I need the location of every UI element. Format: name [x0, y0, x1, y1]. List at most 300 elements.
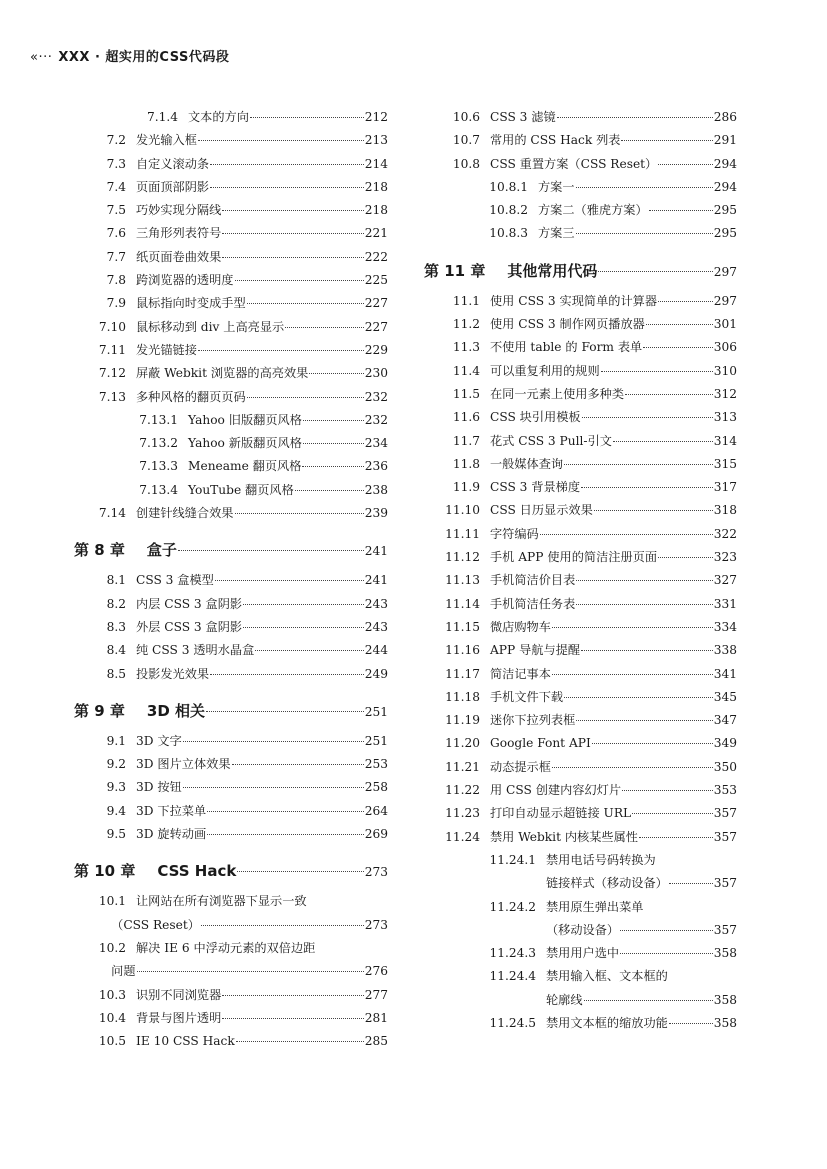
dot-leader: [594, 510, 713, 511]
toc-entry-title: （CSS Reset）: [111, 917, 200, 932]
toc-entry-title: 纸页面卷曲效果: [136, 249, 222, 264]
toc-entry-title: 轮廓线: [546, 992, 583, 1007]
toc-entry-page: 322: [713, 526, 737, 541]
toc-entry-number: 11.24.5: [489, 1015, 536, 1030]
toc-entry-number: 11.7: [452, 433, 480, 448]
toc-entry-number: 11.5: [452, 386, 480, 401]
toc-entry-page: 353: [713, 783, 737, 798]
toc-entry-title: Google Font API: [490, 736, 591, 751]
toc-entry-page: 214: [364, 156, 388, 171]
toc-entry-number: 11.12: [445, 550, 480, 565]
toc-entry: [424, 639, 737, 662]
toc-entry-title: 发光输入框: [136, 133, 197, 148]
toc-entry-page: 264: [364, 803, 388, 818]
toc-entry-page: 338: [713, 643, 737, 658]
toc-entry-page: 251: [364, 733, 388, 748]
toc-entry-page: 229: [364, 342, 388, 357]
toc-entry: [424, 290, 737, 313]
dot-leader: [576, 604, 712, 605]
toc-entry: [424, 153, 737, 176]
toc-entry: [424, 222, 737, 245]
dot-leader: [309, 373, 363, 374]
toc-entry: [74, 569, 388, 592]
toc-entry-page: 331: [713, 596, 737, 611]
toc-entry-page: 327: [713, 573, 737, 588]
toc-entry: [74, 984, 388, 1007]
toc-entry-title: 三角形列表符号: [136, 226, 222, 241]
toc-entry: [74, 432, 388, 455]
dot-leader: [552, 767, 713, 768]
toc-entry-number: 11.16: [445, 643, 480, 658]
toc-entry: [74, 269, 388, 292]
toc-entry: [74, 339, 388, 362]
toc-entry: [74, 386, 388, 409]
toc-entry-page: 230: [364, 366, 388, 381]
toc-entry-title: YouTube 翻页风格: [188, 482, 294, 497]
toc-entry-title: 纯 CSS 3 透明水晶盒: [136, 643, 255, 658]
dot-leader: [646, 324, 713, 325]
dot-leader: [137, 971, 364, 972]
toc-entry-title: 用 CSS 创建内容幻灯片: [490, 783, 622, 798]
toc-entry-number: 8.2: [106, 596, 126, 611]
toc-entry-page: 253: [364, 757, 388, 772]
toc-entry: [424, 569, 737, 592]
toc-entry-page: 294: [713, 156, 737, 171]
toc-entry-page: 232: [364, 389, 388, 404]
toc-entry: [74, 409, 388, 432]
dot-leader: [598, 271, 712, 272]
toc-entry-page: 241: [364, 573, 388, 588]
toc-entry-title: 动态提示框: [490, 759, 551, 774]
toc-entry-title: 禁用原生弹出菜单: [546, 899, 644, 914]
toc-entry-number: 11.24.2: [489, 899, 536, 914]
toc-entry-page: 295: [713, 203, 737, 218]
toc-entry-number: 10.1: [98, 894, 126, 909]
toc-entry-title: 跨浏览器的透明度: [136, 273, 234, 288]
dot-leader: [235, 280, 364, 281]
toc-entry-number: 7.12: [98, 366, 126, 381]
dot-leader: [210, 187, 364, 188]
toc-entry-title: 3D 下拉菜单: [136, 803, 207, 818]
dot-leader: [601, 371, 713, 372]
dot-leader: [232, 764, 364, 765]
toc-entry-page: 225: [364, 273, 388, 288]
toc-entry-number: 第 10 章: [74, 862, 136, 881]
toc-entry-page: 273: [364, 865, 388, 880]
toc-entry-title: 手机文件下载: [490, 689, 564, 704]
toc-entry: [74, 316, 388, 339]
toc-entry-number: 11.10: [445, 503, 480, 518]
toc-entry-page: 286: [713, 110, 737, 124]
toc-entry-page: 241: [364, 544, 388, 559]
toc-entry: [74, 246, 388, 269]
toc-entry: [74, 176, 388, 199]
toc-entry-title: 识别不同浏览器: [136, 987, 222, 1002]
dot-leader: [303, 420, 364, 421]
toc-entry-page: 238: [364, 482, 388, 497]
toc-entry-number: 7.13.3: [139, 459, 178, 474]
toc-entry: [74, 800, 388, 823]
toc-entry-number: 10.3: [98, 987, 126, 1002]
toc-entry-title: IE 10 CSS Hack: [136, 1034, 235, 1049]
toc-entry-page: 347: [713, 713, 737, 728]
toc-entry-title: 禁用电话号码转换为: [546, 852, 656, 867]
toc-entry-page: 357: [713, 876, 737, 891]
toc-entry: [74, 129, 388, 152]
toc-entry-title: 页面顶部阴影: [136, 179, 210, 194]
dot-leader: [201, 925, 364, 926]
dot-leader: [658, 301, 713, 302]
dot-leader: [247, 397, 364, 398]
dot-leader: [183, 741, 364, 742]
toc-entry-number: 10.7: [452, 133, 480, 148]
toc-entry-title: 其他常用代码: [507, 261, 598, 280]
toc-entry-number: 第 11 章: [424, 261, 486, 280]
toc-entry-page: 243: [364, 619, 388, 634]
toc-entry: [424, 989, 737, 1012]
toc-entry: [424, 663, 737, 686]
toc-entry-number: 7.13.2: [139, 436, 178, 451]
toc-entry-title: 投影发光效果: [136, 666, 210, 681]
toc-entry: [424, 756, 737, 779]
toc-entry-page: 297: [713, 264, 737, 279]
toc-entry-title: 创建针线缝合效果: [136, 506, 234, 521]
toc-entry-page: 227: [364, 296, 388, 311]
toc-entry-page: 350: [713, 759, 737, 774]
toc-entry-title: 方案二（雅虎方案）: [538, 203, 648, 218]
dot-leader: [581, 650, 713, 651]
toc-entry-page: 285: [364, 1034, 388, 1049]
toc-entry: [74, 960, 388, 983]
toc-entry-page: 357: [713, 806, 737, 821]
toc-entry-title: 常用的 CSS Hack 列表: [490, 133, 621, 148]
toc-entry-number: 11.11: [445, 526, 480, 541]
toc-entry-title: 解决 IE 6 中浮动元素的双倍边距: [136, 940, 316, 955]
toc-entry-number: 11.3: [452, 340, 480, 355]
dot-leader: [582, 417, 713, 418]
toc-entry-title: 禁用用户选中: [546, 946, 620, 961]
toc-entry: [424, 313, 737, 336]
toc-entry-page: 273: [364, 917, 388, 932]
toc-entry-number: 11.22: [445, 783, 480, 798]
dot-leader: [222, 210, 363, 211]
toc-chapter-entry: [74, 696, 388, 726]
dot-leader: [237, 871, 363, 872]
toc-entry-number: 第 9 章: [74, 701, 125, 720]
running-head-title: XXX · 超实用的CSS代码段: [58, 50, 230, 65]
dot-leader: [247, 303, 364, 304]
toc-entry-number: 7.5: [106, 203, 126, 218]
dot-leader: [552, 627, 713, 628]
toc-entry-number: 7.9: [106, 296, 126, 311]
toc-entry-title: 链接样式（移动设备）: [546, 876, 668, 891]
toc-entry-title: 字符编码: [490, 526, 539, 541]
toc-entry-page: 213: [364, 133, 388, 148]
dot-leader: [658, 557, 713, 558]
toc-entry-title: CSS 日历显示效果: [490, 503, 593, 518]
toc-entry: [424, 106, 737, 129]
dot-leader: [210, 164, 364, 165]
toc-entry: [74, 890, 388, 913]
toc-entry: [74, 753, 388, 776]
toc-entry-number: 9.4: [106, 803, 126, 818]
toc-entry-page: 334: [713, 619, 737, 634]
dot-leader: [622, 790, 713, 791]
toc-entry-number: 7.13: [98, 389, 126, 404]
toc-entry-number: 7.11: [98, 342, 126, 357]
toc-entry-title: 禁用 Webkit 内核某些属性: [490, 829, 638, 844]
toc-entry-number: 9.5: [106, 827, 126, 842]
toc-entry: [74, 1030, 388, 1053]
toc-entry: [424, 129, 737, 152]
toc-entry-page: 227: [364, 319, 388, 334]
toc-entry: [74, 502, 388, 525]
dot-leader: [643, 347, 713, 348]
toc-entry-title: 3D 图片立体效果: [136, 757, 231, 772]
toc-entry-page: 243: [364, 596, 388, 611]
toc-entry-number: 9.2: [106, 757, 126, 772]
dot-leader: [243, 604, 364, 605]
toc-entry-title: 3D 旋转动画: [136, 827, 207, 842]
dot-leader: [243, 627, 364, 628]
toc-entry-title: （移动设备）: [546, 922, 620, 937]
toc-entry-number: 7.7: [106, 249, 126, 264]
toc-entry-title: 巧妙实现分隔线: [136, 203, 222, 218]
toc-entry: [424, 406, 737, 429]
dot-leader: [576, 187, 713, 188]
toc-entry-title: 3D 文字: [136, 733, 182, 748]
dot-leader: [250, 117, 364, 118]
toc-entry-number: 11.6: [452, 410, 480, 425]
toc-entry-title: 多种风格的翻页页码: [136, 389, 246, 404]
toc-entry: [424, 872, 737, 895]
toc-entry: [424, 499, 737, 522]
toc-entry-title: CSS 重置方案（CSS Reset）: [490, 156, 658, 171]
running-head: [30, 46, 229, 65]
dot-leader: [183, 787, 364, 788]
dot-leader: [632, 813, 713, 814]
dot-leader: [620, 930, 713, 931]
toc-entry: [424, 336, 737, 359]
toc-entry-page: 310: [713, 363, 737, 378]
dot-leader: [564, 464, 713, 465]
dot-leader: [236, 1041, 364, 1042]
dot-leader: [669, 1023, 713, 1024]
toc-entry-number: 7.10: [98, 319, 126, 334]
toc-entry: [424, 802, 737, 825]
toc-entry-page: 232: [364, 412, 388, 427]
toc-entry-title: 可以重复利用的规则: [490, 363, 600, 378]
toc-entry-title: 在同一元素上使用多种类: [490, 386, 625, 401]
toc-entry: [74, 292, 388, 315]
toc-entry-page: 291: [713, 133, 737, 148]
toc-entry-title: 文本的方向: [188, 110, 249, 124]
dot-leader: [552, 674, 713, 675]
toc-entry-number: 11.4: [452, 363, 480, 378]
toc-entry-page: 244: [364, 643, 388, 658]
toc-entry-title: Yahoo 旧版翻页风格: [188, 412, 302, 427]
toc-entry-title: 让网站在所有浏览器下显示一致: [136, 894, 307, 909]
arrow-mark-icon: «···: [30, 50, 53, 65]
toc-entry-page: 277: [364, 987, 388, 1002]
toc-entry-number: 7.3: [106, 156, 126, 171]
toc-entry-number: 8.3: [106, 619, 126, 634]
toc-entry-number: 10.5: [98, 1034, 126, 1049]
toc-entry-title: 3D 相关: [146, 701, 206, 720]
toc-entry-page: 306: [713, 340, 737, 355]
toc-entry-title: APP 导航与提醒: [490, 643, 581, 658]
toc-entry-title: 内层 CSS 3 盒阴影: [136, 596, 243, 611]
toc-entry-page: 345: [713, 689, 737, 704]
dot-leader: [625, 394, 713, 395]
toc-entry-title: 迷你下拉列表框: [490, 713, 576, 728]
toc-entry-page: 222: [364, 249, 388, 264]
toc-entry: [424, 1012, 737, 1035]
toc-entry-title: 一般媒体查询: [490, 456, 564, 471]
toc-entry: [74, 106, 388, 129]
toc-entry: [424, 686, 737, 709]
toc-entry-number: 11.1: [452, 293, 480, 308]
toc-entry: [74, 1007, 388, 1030]
toc-entry-title: 花式 CSS 3 Pull-引文: [490, 433, 612, 448]
dot-leader: [576, 580, 712, 581]
toc-entry-title: 使用 CSS 3 制作网页播放器: [490, 317, 645, 332]
toc-entry: [424, 546, 737, 569]
toc-entry-title: 手机简洁任务表: [490, 596, 576, 611]
toc-entry-page: 313: [713, 410, 737, 425]
toc-entry-number: 7.2: [106, 133, 126, 148]
toc-entry-title: 背景与图片透明: [136, 1010, 222, 1025]
toc-entry-number: 10.6: [452, 110, 480, 124]
toc-entry: [74, 153, 388, 176]
toc-entry-page: 349: [713, 736, 737, 751]
dot-leader: [621, 140, 712, 141]
toc-entry-page: 212: [364, 110, 388, 124]
toc-entry-page: 221: [364, 226, 388, 241]
toc-entry: [424, 593, 737, 616]
toc-entry: [424, 176, 737, 199]
toc-entry-title: 外层 CSS 3 盒阴影: [136, 619, 243, 634]
toc-entry-number: 第 8 章: [74, 541, 125, 560]
toc-entry-number: 11.17: [445, 666, 480, 681]
toc-entry: [424, 732, 737, 755]
dot-leader: [235, 513, 364, 514]
dot-leader: [540, 534, 713, 535]
dot-leader: [639, 837, 713, 838]
toc-entry-page: 315: [713, 456, 737, 471]
toc-entry-number: 8.5: [106, 666, 126, 681]
toc-entry-title: 方案一: [538, 179, 575, 194]
dot-leader: [198, 140, 364, 141]
toc-entry-number: 7.4: [106, 179, 126, 194]
toc-entry-title: 方案三: [538, 226, 575, 241]
toc-entry: [424, 616, 737, 639]
toc-entry: [424, 383, 737, 406]
toc-entry: [424, 523, 737, 546]
toc-entry: [424, 453, 737, 476]
toc-entry: [74, 914, 388, 937]
toc-entry-number: 10.4: [98, 1010, 126, 1025]
toc-entry-number: 9.1: [106, 733, 126, 748]
toc-entry-number: 10.8.2: [489, 203, 528, 218]
toc-entry-number: 7.1.4: [146, 110, 178, 124]
toc-entry-page: 357: [713, 829, 737, 844]
toc-entry-title: 发光锚链接: [136, 342, 197, 357]
dot-leader: [620, 953, 713, 954]
toc-entry-title: 禁用文本框的缩放功能: [546, 1015, 668, 1030]
dot-leader: [206, 711, 364, 712]
toc-entry-title: 使用 CSS 3 实现简单的计算器: [490, 293, 658, 308]
toc-entry-number: 9.3: [106, 780, 126, 795]
toc-entry-page: 318: [713, 503, 737, 518]
toc-entry-number: 11.19: [445, 713, 480, 728]
toc-entry: [74, 730, 388, 753]
toc-entry-title: 打印自动显示超链接 URL: [490, 806, 632, 821]
dot-leader: [592, 743, 713, 744]
toc-entry-title: 问题: [111, 964, 136, 979]
toc-entry-title: CSS Hack: [157, 862, 237, 881]
toc-entry-number: 11.21: [445, 759, 480, 774]
dot-leader: [302, 466, 363, 467]
toc-entry-title: CSS 3 背景梯度: [490, 480, 581, 495]
dot-leader: [564, 697, 713, 698]
toc-entry-title: 鼠标移动到 div 上高亮显示: [136, 319, 285, 334]
toc-entry-page: 218: [364, 179, 388, 194]
toc-entry: [424, 360, 737, 383]
toc-entry: [74, 616, 388, 639]
toc-entry-number: 11.24.3: [489, 946, 536, 961]
toc-entry: [424, 849, 737, 872]
dot-leader: [207, 811, 364, 812]
toc-entry-number: 7.13.1: [139, 412, 178, 427]
toc-entry-page: 341: [713, 666, 737, 681]
toc-chapter-entry: [74, 856, 388, 886]
toc-entry-number: 11.14: [445, 596, 480, 611]
toc-entry-page: 357: [713, 922, 737, 937]
toc-entry-page: 218: [364, 203, 388, 218]
toc-entry: [74, 937, 388, 960]
toc-entry: [74, 222, 388, 245]
toc-entry-page: 239: [364, 506, 388, 521]
toc-entry: [424, 942, 737, 965]
toc-entry-number: 11.23: [445, 806, 480, 821]
toc-chapter-entry: [424, 256, 737, 286]
dot-leader: [576, 720, 712, 721]
toc-entry-title: 手机简洁价目表: [490, 573, 576, 588]
dot-leader: [557, 117, 713, 118]
toc-entry: [74, 455, 388, 478]
toc-entry-title: CSS 块引用模板: [490, 410, 581, 425]
dot-leader: [207, 834, 364, 835]
toc-entry-title: 微店购物车: [490, 619, 551, 634]
toc-entry-number: 11.15: [445, 619, 480, 634]
toc-entry-number: 7.13.4: [139, 482, 178, 497]
dot-leader: [210, 674, 364, 675]
toc-entry: [424, 919, 737, 942]
toc-right-column: [424, 106, 737, 1035]
dot-leader: [178, 550, 364, 551]
dot-leader: [222, 233, 363, 234]
dot-leader: [303, 443, 364, 444]
toc-chapter-entry: [74, 535, 388, 565]
toc-entry: [74, 479, 388, 502]
toc-entry: [424, 965, 737, 988]
toc-entry-page: 358: [713, 946, 737, 961]
toc-entry-number: 11.20: [445, 736, 480, 751]
toc-entry-number: 11.24.1: [489, 852, 536, 867]
toc-entry-title: 简洁记事本: [490, 666, 551, 681]
toc-entry-number: 7.6: [106, 226, 126, 241]
